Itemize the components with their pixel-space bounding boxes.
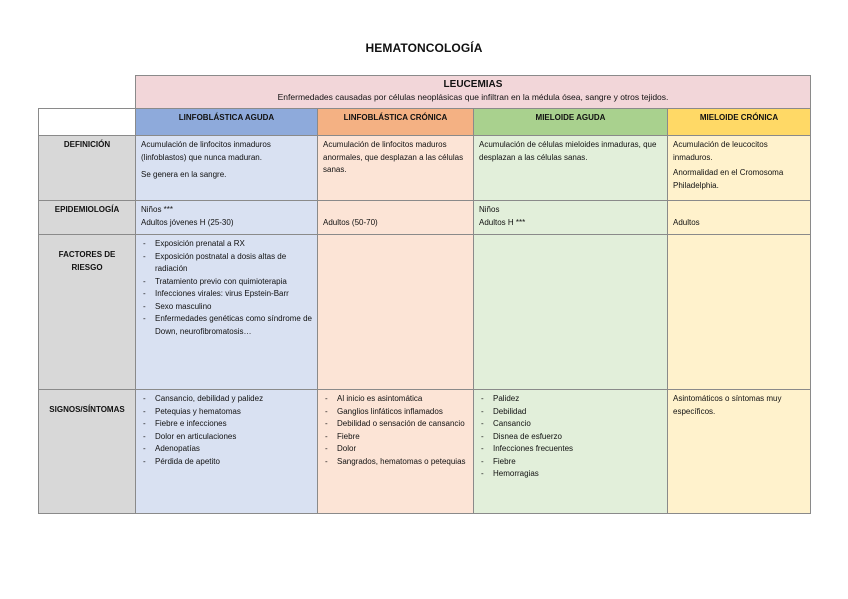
text-line: Adultos (50-70) xyxy=(323,217,378,227)
cell-definicion-lma xyxy=(474,136,668,201)
text-paragraph: Acumulación de células mieloides inmaduras, que desplazan a las células sanas. xyxy=(479,140,657,162)
row-factores xyxy=(39,235,811,390)
col-header-lmc: MIELOIDE CRÓNICA xyxy=(668,109,811,136)
header-empty-cell xyxy=(39,76,136,109)
cell-epidemiologia-llc xyxy=(318,201,474,235)
text-paragraph: Acumulación de linfocitos maduros anormales, que desplazan a las células sanas. xyxy=(323,140,464,174)
cell-factores-lmc xyxy=(668,235,811,390)
list-item: - Petequias y hematomas xyxy=(141,406,312,419)
text-paragraph: Se genera en la sangre. xyxy=(141,170,227,179)
cell-signos-lmc xyxy=(668,390,811,514)
cell-epidemiologia-lla xyxy=(136,201,318,235)
text-line: Adultos jóvenes H (25-30) xyxy=(141,217,234,227)
cell-epidemiologia-lma xyxy=(474,201,668,235)
cell-factores-lma xyxy=(474,235,668,390)
list-item: - Adenopatías xyxy=(141,443,312,456)
list-item: - Exposición postnatal a dosis altas de radiación xyxy=(141,251,312,276)
risk-factor-list xyxy=(141,238,312,338)
cell-factores-lla xyxy=(136,235,318,390)
list-item: - Palidez xyxy=(479,393,662,406)
col-header-llc: LINFOBLÁSTICA CRÓNICA xyxy=(318,109,474,136)
list-item: - Debilidad xyxy=(479,406,662,419)
text-line: Adultos H *** xyxy=(479,217,526,227)
list-item: - Hemorragias xyxy=(479,468,662,481)
leukemias-subtitle: Enfermedades causadas por células neoplásicas que infiltran en la médula ósea, sangre y otros tejidos. xyxy=(277,92,669,102)
leukemia-table xyxy=(38,75,811,514)
document-title: HEMATONCOLOGÍA xyxy=(365,41,483,55)
list-item: - Disnea de esfuerzo xyxy=(479,431,662,444)
symptom-list xyxy=(479,393,662,481)
cell-signos-lma xyxy=(474,390,668,514)
column-header-row xyxy=(39,109,811,136)
list-item: - Dolor en articulaciones xyxy=(141,431,312,444)
cell-factores-llc xyxy=(318,235,474,390)
list-item: - Al inicio es asintomática xyxy=(323,393,468,406)
list-item: - Fiebre xyxy=(479,456,662,469)
leukemias-header xyxy=(136,76,811,109)
cell-epidemiologia-lmc xyxy=(668,201,811,235)
list-item: - Sexo masculino xyxy=(141,301,312,314)
list-item: - Pérdida de apetito xyxy=(141,456,312,469)
corner-cell xyxy=(39,109,136,136)
list-item: - Exposición prenatal a RX xyxy=(141,238,312,251)
list-item: - Cansancio, debilidad y palidez xyxy=(141,393,312,406)
symptom-list xyxy=(323,393,468,468)
row-label-signos: SIGNOS/SÍNTOMAS xyxy=(39,390,136,514)
row-label-epidemiologia: EPIDEMIOLOGÍA xyxy=(39,201,136,235)
text-line: Niños *** xyxy=(141,205,174,214)
row-label-definicion: DEFINICIÓN xyxy=(39,136,136,201)
list-item: - Ganglios linfáticos inflamados xyxy=(323,406,468,419)
row-epidemiologia xyxy=(39,201,811,235)
col-header-lla: LINFOBLÁSTICA AGUDA xyxy=(136,109,318,136)
list-item: - Cansancio xyxy=(479,418,662,431)
text-paragraph: Asintomáticos o síntomas muy específicos. xyxy=(673,394,782,416)
list-item: - Fiebre e infecciones xyxy=(141,418,312,431)
cell-definicion-lmc xyxy=(668,136,811,201)
text-paragraph: Acumulación de linfocitos inmaduros (linfoblastos) que nunca maduran. xyxy=(141,140,271,162)
list-item: - Sangrados, hematomas o petequias xyxy=(323,456,468,469)
text-line: Adultos xyxy=(673,217,700,227)
text-paragraph: Acumulación de leucocitos inmaduros. xyxy=(673,140,768,162)
list-item: - Infecciones virales: virus Epstein-Barr xyxy=(141,288,312,301)
list-item: - Fiebre xyxy=(323,431,468,444)
list-item: - Debilidad o sensación de cansancio xyxy=(323,418,468,431)
list-item: - Infecciones frecuentes xyxy=(479,443,662,456)
list-item: - Tratamiento previo con quimioterapia xyxy=(141,276,312,289)
text-line: Niños xyxy=(479,205,500,214)
row-definicion xyxy=(39,136,811,201)
row-label-factores: FACTORES DE RIESGO xyxy=(39,235,136,390)
leukemias-title: LEUCEMIAS xyxy=(443,79,503,90)
cell-signos-llc xyxy=(318,390,474,514)
cell-definicion-lla xyxy=(136,136,318,201)
cell-definicion-llc xyxy=(318,136,474,201)
list-item: - Enfermedades genéticas como síndrome de Down, neurofibromatosis… xyxy=(141,313,312,338)
list-item: - Dolor xyxy=(323,443,468,456)
symptom-list xyxy=(141,393,312,468)
col-header-lma: MIELOIDE AGUDA xyxy=(474,109,668,136)
header-row xyxy=(39,76,811,109)
text-paragraph: Anormalidad en el Cromosoma Philadelphia. xyxy=(673,168,784,190)
row-signos xyxy=(39,390,811,514)
cell-signos-lla xyxy=(136,390,318,514)
